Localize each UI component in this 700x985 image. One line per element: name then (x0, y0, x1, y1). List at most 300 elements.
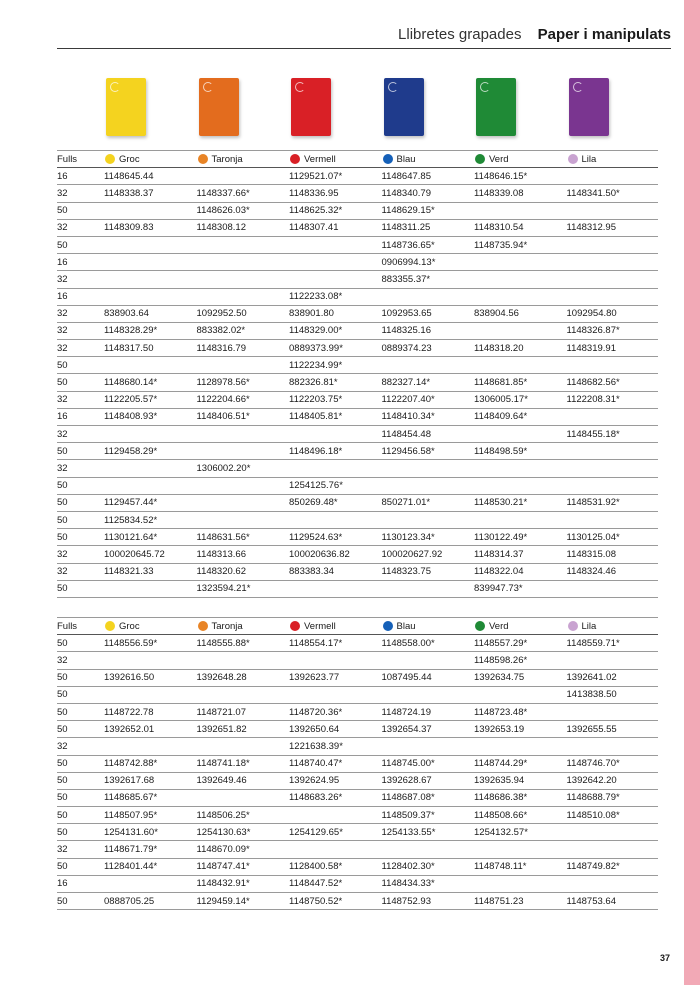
column-header-label: Vermell (304, 620, 336, 632)
cell-reference: 1148559.71* (566, 635, 659, 652)
cell-reference: 1148745.00* (381, 755, 474, 772)
table-row (57, 408, 658, 425)
table-body (57, 635, 658, 910)
cell-reference: 1122233.08* (288, 288, 381, 305)
cell-fulls: 32 (57, 271, 103, 288)
cell-reference (566, 271, 659, 288)
cell-reference (473, 460, 566, 477)
table-row (57, 824, 658, 841)
column-header-label: Taronja (211, 620, 243, 632)
cell-fulls: 32 (57, 391, 103, 408)
color-dot-icon (383, 621, 393, 631)
cell-reference: 882327.14* (381, 374, 474, 391)
cell-reference (288, 460, 381, 477)
cell-reference: 1148747.41* (196, 858, 289, 875)
cell-reference (473, 738, 566, 755)
spiral-icon (110, 82, 120, 92)
cell-reference: 1148324.46 (566, 563, 659, 580)
cell-reference: 1392649.46 (196, 772, 289, 789)
reference-table-2 (57, 617, 658, 910)
table-row (57, 202, 658, 219)
color-dot-icon (568, 621, 578, 631)
table-row (57, 755, 658, 772)
page-accent-bar (684, 0, 700, 985)
cell-reference: 1148746.70* (566, 755, 659, 772)
table-row (57, 460, 658, 477)
cell-reference: 1221638.39* (288, 738, 381, 755)
cell-reference (288, 686, 381, 703)
cell-reference: 1148321.33 (103, 563, 196, 580)
cell-reference (566, 288, 659, 305)
table-header-row (57, 151, 658, 168)
cell-reference: 1148722.78 (103, 703, 196, 720)
cell-fulls: 50 (57, 858, 103, 875)
cell-fulls: 50 (57, 789, 103, 806)
cell-reference: 1148496.18* (288, 443, 381, 460)
cell-reference: 1323594.21* (196, 580, 289, 597)
cell-reference (473, 322, 566, 339)
header-titles (398, 26, 671, 43)
cell-reference: 1148313.66 (196, 546, 289, 563)
cell-reference: 1148681.85* (473, 374, 566, 391)
cell-reference: 1148447.52* (288, 875, 381, 892)
cell-reference: 838904.56 (473, 305, 566, 322)
cell-reference: 1148326.87* (566, 322, 659, 339)
cell-reference: 1392641.02 (566, 669, 659, 686)
cell-reference: 1148315.08 (566, 546, 659, 563)
cell-reference: 1129458.29* (103, 443, 196, 460)
table-row (57, 340, 658, 357)
cell-reference: 1148509.37* (381, 807, 474, 824)
cell-reference: 1148406.51* (196, 408, 289, 425)
cell-reference: 1148555.88* (196, 635, 289, 652)
section-title: Llibretes grapades (398, 26, 522, 43)
cell-reference: 1148311.25 (381, 219, 474, 236)
color-dot-icon (198, 621, 208, 631)
cell-reference: 1148329.00* (288, 322, 381, 339)
cell-reference (288, 841, 381, 858)
cell-reference: 1128402.30* (381, 858, 474, 875)
cell-fulls: 32 (57, 340, 103, 357)
cell-reference (288, 652, 381, 669)
cell-reference: 1148319.91 (566, 340, 659, 357)
cell-reference (381, 460, 474, 477)
column-header-verd (473, 618, 566, 635)
cell-reference: 1148723.48* (473, 703, 566, 720)
cell-reference (196, 477, 289, 494)
cell-reference: 1254125.76* (288, 477, 381, 494)
cell-reference: 1148508.66* (473, 807, 566, 824)
cell-reference: 100020645.72 (103, 546, 196, 563)
cell-fulls: 50 (57, 721, 103, 738)
cell-reference: 1128400.58* (288, 858, 381, 875)
cell-reference: 1092953.65 (381, 305, 474, 322)
cell-fulls: 32 (57, 546, 103, 563)
cell-fulls: 50 (57, 374, 103, 391)
cell-reference (196, 168, 289, 185)
cell-reference (288, 511, 381, 528)
cell-fulls: 32 (57, 738, 103, 755)
cell-reference: 1392653.19 (473, 721, 566, 738)
column-header-label: Lila (581, 620, 597, 632)
cell-reference: 1130122.49* (473, 529, 566, 546)
cell-reference (566, 652, 659, 669)
cell-reference (566, 408, 659, 425)
cell-reference: 1148688.79* (566, 789, 659, 806)
cell-reference: 1148687.08* (381, 789, 474, 806)
cell-reference: 1306002.20* (196, 460, 289, 477)
table-row (57, 357, 658, 374)
cell-reference: 1148751.23 (473, 893, 566, 910)
cell-reference: 1392651.82 (196, 721, 289, 738)
cell-reference: 1148323.75 (381, 563, 474, 580)
cell-reference: 1148506.25* (196, 807, 289, 824)
cell-reference: 1148339.08 (473, 185, 566, 202)
cell-reference: 1148454.48 (381, 426, 474, 443)
cell-reference (288, 271, 381, 288)
cell-reference (566, 841, 659, 858)
reference-table-1 (57, 150, 658, 598)
cell-reference: 839947.73* (473, 580, 566, 597)
cell-reference: 1148682.56* (566, 374, 659, 391)
cell-reference: 1148312.95 (566, 219, 659, 236)
cell-reference: 1148671.79* (103, 841, 196, 858)
cell-reference: 1122234.99* (288, 357, 381, 374)
spiral-icon (573, 82, 583, 92)
table-row (57, 893, 658, 910)
cell-reference: 1392616.50 (103, 669, 196, 686)
cell-reference: 1392652.01 (103, 721, 196, 738)
cell-fulls: 50 (57, 494, 103, 511)
cell-reference (103, 460, 196, 477)
cell-reference: 1148720.36* (288, 703, 381, 720)
cell-fulls: 50 (57, 893, 103, 910)
cell-reference: 1148409.64* (473, 408, 566, 425)
cell-reference: 1148314.37 (473, 546, 566, 563)
column-header-verd (473, 151, 566, 168)
cell-reference: 1148680.14* (103, 374, 196, 391)
cell-fulls: 50 (57, 443, 103, 460)
cell-reference (103, 686, 196, 703)
cell-reference: 1392617.68 (103, 772, 196, 789)
cell-reference (103, 254, 196, 271)
cell-fulls: 32 (57, 305, 103, 322)
cell-reference: 1148750.52* (288, 893, 381, 910)
notebook-cover-blau (384, 78, 424, 136)
cell-reference (566, 580, 659, 597)
cell-reference: 1128978.56* (196, 374, 289, 391)
cell-reference: 1148740.47* (288, 755, 381, 772)
cell-fulls: 32 (57, 841, 103, 858)
cell-fulls: 16 (57, 254, 103, 271)
cell-fulls: 32 (57, 563, 103, 580)
cell-reference: 1148316.79 (196, 340, 289, 357)
cell-reference (381, 580, 474, 597)
cell-reference: 1148724.19 (381, 703, 474, 720)
table-row (57, 168, 658, 185)
notebook-cover-vermell (291, 78, 331, 136)
table-row (57, 721, 658, 738)
column-header-groc (103, 618, 196, 635)
cell-reference: 850271.01* (381, 494, 474, 511)
cell-reference (473, 426, 566, 443)
cell-reference (103, 738, 196, 755)
cell-fulls: 50 (57, 669, 103, 686)
cell-reference: 1125834.52* (103, 511, 196, 528)
cell-reference (103, 357, 196, 374)
cell-reference: 1148307.41 (288, 219, 381, 236)
cell-reference: 1148721.07 (196, 703, 289, 720)
cell-reference: 1148432.91* (196, 875, 289, 892)
table-row (57, 858, 658, 875)
cell-reference (566, 443, 659, 460)
cell-reference: 1122204.66* (196, 391, 289, 408)
cell-reference: 1392624.95 (288, 772, 381, 789)
cell-fulls: 50 (57, 580, 103, 597)
cell-reference: 1129457.44* (103, 494, 196, 511)
cell-reference: 1148310.54 (473, 219, 566, 236)
cell-reference: 883382.02* (196, 322, 289, 339)
color-dot-icon (198, 154, 208, 164)
column-header-label: Vermell (304, 153, 336, 165)
table-row (57, 789, 658, 806)
page-number: 37 (659, 953, 670, 963)
table-row (57, 580, 658, 597)
cell-reference (566, 357, 659, 374)
cell-reference: 1148410.34* (381, 408, 474, 425)
column-header-vermell (288, 151, 381, 168)
cell-reference (566, 254, 659, 271)
cell-reference: 1148625.32* (288, 202, 381, 219)
cell-reference: 1148320.62 (196, 563, 289, 580)
table-row (57, 738, 658, 755)
table-row (57, 546, 658, 563)
cell-reference: 1148308.12 (196, 219, 289, 236)
table-row (57, 703, 658, 720)
color-dot-icon (568, 154, 578, 164)
cell-reference (196, 494, 289, 511)
cell-reference: 1148531.92* (566, 494, 659, 511)
cell-reference: 1122205.57* (103, 391, 196, 408)
cell-reference: 1148686.38* (473, 789, 566, 806)
cell-reference: 100020627.92 (381, 546, 474, 563)
cell-reference (103, 271, 196, 288)
table-row (57, 443, 658, 460)
cell-reference (288, 254, 381, 271)
cell-reference: 1130123.34* (381, 529, 474, 546)
column-header-label: Taronja (211, 153, 243, 165)
cell-reference (103, 236, 196, 253)
cell-reference: 883355.37* (381, 271, 474, 288)
cell-reference: 1148328.29* (103, 322, 196, 339)
cell-reference (381, 477, 474, 494)
cell-reference: 1392642.20 (566, 772, 659, 789)
cell-reference: 1148557.29* (473, 635, 566, 652)
table-row (57, 841, 658, 858)
cell-reference: 1087495.44 (381, 669, 474, 686)
cell-fulls: 50 (57, 755, 103, 772)
cell-reference (103, 426, 196, 443)
column-header-lila (566, 151, 659, 168)
cell-reference (381, 738, 474, 755)
cell-reference (381, 652, 474, 669)
cell-fulls: 50 (57, 236, 103, 253)
table-row (57, 236, 658, 253)
column-header-lila (566, 618, 659, 635)
cell-reference: 1148646.15* (473, 168, 566, 185)
cell-reference: 1148498.59* (473, 443, 566, 460)
cell-fulls: 16 (57, 875, 103, 892)
column-header-blau (381, 151, 474, 168)
cell-reference (381, 686, 474, 703)
cell-reference (196, 443, 289, 460)
cell-reference (473, 511, 566, 528)
cell-reference (196, 236, 289, 253)
cell-reference (196, 789, 289, 806)
color-dot-icon (105, 154, 115, 164)
spiral-icon (388, 82, 398, 92)
cell-reference (196, 426, 289, 443)
column-header-label: Groc (119, 620, 140, 632)
cell-fulls: 32 (57, 219, 103, 236)
cell-reference: 0906994.13* (381, 254, 474, 271)
table-row (57, 529, 658, 546)
table-row (57, 305, 658, 322)
cell-reference: 1148736.65* (381, 236, 474, 253)
cell-reference: 1148325.16 (381, 322, 474, 339)
cell-reference: 1148309.83 (103, 219, 196, 236)
cell-fulls: 50 (57, 477, 103, 494)
column-header-fulls: Fulls (57, 151, 103, 168)
cell-reference: 1122203.75* (288, 391, 381, 408)
column-header-fulls: Fulls (57, 618, 103, 635)
table-row (57, 254, 658, 271)
cell-reference (473, 357, 566, 374)
column-header-label: Blau (396, 620, 416, 632)
cell-reference (566, 236, 659, 253)
cell-reference: 1129456.58* (381, 443, 474, 460)
cell-reference: 1148337.66* (196, 185, 289, 202)
cell-reference: 1392623.77 (288, 669, 381, 686)
cell-reference: 882326.81* (288, 374, 381, 391)
cell-reference (381, 511, 474, 528)
column-header-taronja (196, 618, 289, 635)
cell-fulls: 50 (57, 772, 103, 789)
cell-reference: 1148338.37 (103, 185, 196, 202)
cell-reference (473, 686, 566, 703)
table-header-row (57, 618, 658, 635)
cell-reference: 850269.48* (288, 494, 381, 511)
column-header-label: Blau (396, 153, 416, 165)
cell-reference: 1148735.94* (473, 236, 566, 253)
cell-reference (103, 875, 196, 892)
cell-fulls: 32 (57, 322, 103, 339)
page-header (57, 22, 671, 49)
color-dot-icon (475, 154, 485, 164)
cell-reference (473, 271, 566, 288)
cell-reference: 1392635.94 (473, 772, 566, 789)
table-row (57, 772, 658, 789)
cell-reference (566, 460, 659, 477)
column-header-blau (381, 618, 474, 635)
table-row (57, 652, 658, 669)
table-row (57, 477, 658, 494)
cell-reference (196, 271, 289, 288)
cell-reference: 1148741.18* (196, 755, 289, 772)
cell-reference (103, 580, 196, 597)
table-row (57, 271, 658, 288)
cell-reference: 1254132.57* (473, 824, 566, 841)
color-dot-icon (383, 154, 393, 164)
cell-reference (473, 254, 566, 271)
table-row (57, 322, 658, 339)
cell-reference: 838901.80 (288, 305, 381, 322)
cell-reference: 1148317.50 (103, 340, 196, 357)
cell-reference (566, 202, 659, 219)
spiral-icon (203, 82, 213, 92)
cell-reference (103, 288, 196, 305)
cell-reference: 1254131.60* (103, 824, 196, 841)
table-row (57, 288, 658, 305)
spiral-icon (480, 82, 490, 92)
cell-fulls: 50 (57, 686, 103, 703)
table-row (57, 686, 658, 703)
cell-reference: 1148530.21* (473, 494, 566, 511)
cell-reference (473, 202, 566, 219)
cell-fulls: 50 (57, 357, 103, 374)
table-row (57, 875, 658, 892)
column-header-vermell (288, 618, 381, 635)
cell-reference (566, 738, 659, 755)
cell-reference: 1148554.17* (288, 635, 381, 652)
table-row (57, 426, 658, 443)
cell-fulls: 50 (57, 807, 103, 824)
cell-reference: 1148318.20 (473, 340, 566, 357)
cell-reference (288, 236, 381, 253)
cell-reference: 1148598.26* (473, 652, 566, 669)
table-row (57, 185, 658, 202)
cell-reference: 1148647.85 (381, 168, 474, 185)
notebook-covers (0, 78, 700, 138)
cell-reference (196, 686, 289, 703)
cell-reference (473, 477, 566, 494)
cell-reference: 1392648.28 (196, 669, 289, 686)
cell-reference (196, 652, 289, 669)
color-dot-icon (290, 621, 300, 631)
column-header-label: Verd (489, 153, 509, 165)
cell-reference: 1148748.11* (473, 858, 566, 875)
cell-reference: 1148341.50* (566, 185, 659, 202)
cell-reference: 1148752.93 (381, 893, 474, 910)
cell-reference: 1254133.55* (381, 824, 474, 841)
table-row (57, 374, 658, 391)
cell-fulls: 16 (57, 168, 103, 185)
cell-reference: 1092954.80 (566, 305, 659, 322)
cell-reference: 1148749.82* (566, 858, 659, 875)
table-row (57, 635, 658, 652)
cell-reference (103, 652, 196, 669)
cell-reference: 1148645.44 (103, 168, 196, 185)
cell-reference (196, 357, 289, 374)
cell-reference: 838903.64 (103, 305, 196, 322)
cell-reference: 1129459.14* (196, 893, 289, 910)
cell-reference: 1129524.63* (288, 529, 381, 546)
cell-reference (566, 511, 659, 528)
table-row (57, 494, 658, 511)
cell-reference: 1392634.75 (473, 669, 566, 686)
column-header-label: Lila (581, 153, 597, 165)
column-header-taronja (196, 151, 289, 168)
